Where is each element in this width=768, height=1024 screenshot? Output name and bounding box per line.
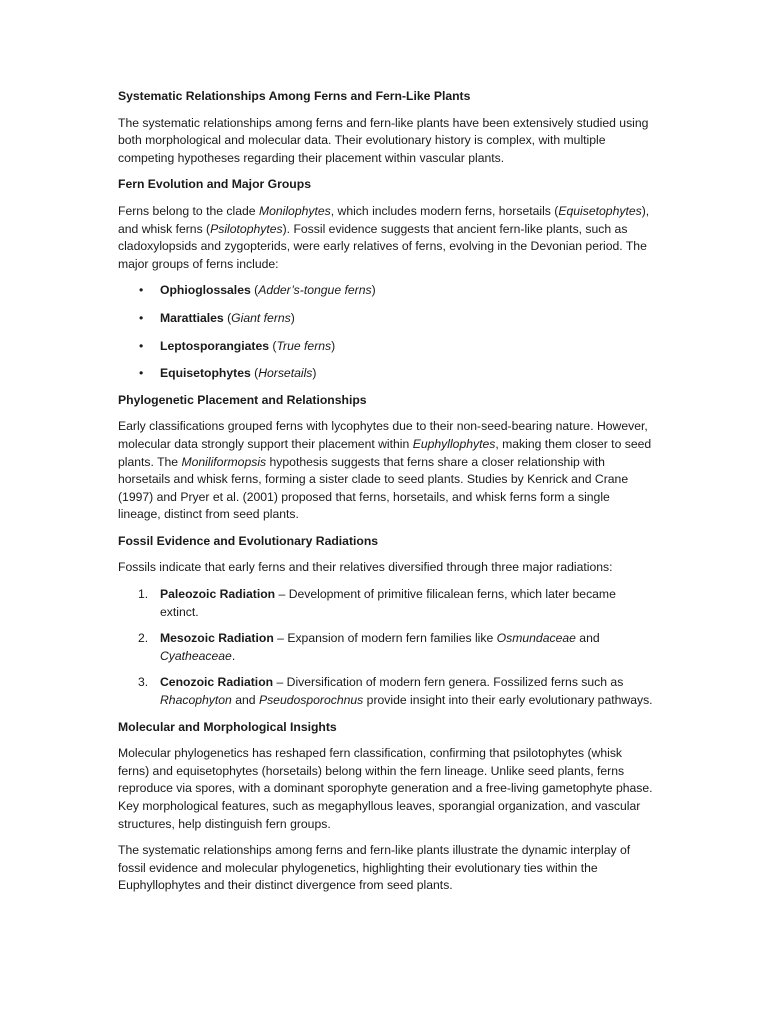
bullet-icon: • xyxy=(139,366,144,381)
fern-groups-list xyxy=(118,282,653,382)
fossil-intro-paragraph: Fossils indicate that early ferns and their relatives diversified through three major radiations: xyxy=(118,560,613,575)
list-number: 3. xyxy=(138,675,149,690)
intro-paragraph: The systematic relationships among ferns and fern-like plants have been extensively studied using both morphological and molecular data. Their evolutionary history is complex, with multiple competing hypotheses regarding their placement within vascular plants. xyxy=(118,115,649,165)
list-number: 1. xyxy=(138,587,149,602)
list-item: • Marattiales (Giant ferns) xyxy=(118,310,653,328)
heading-molecular-insights: Molecular and Morphological Insights xyxy=(118,719,337,734)
fern-evolution-paragraph: Ferns belong to the clade Monilophytes, which includes modern ferns, horsetails (Equisetophytes), and whisk ferns (Psilotophytes). Fossil evidence suggests that ancient fern-like plants, such as cladoxylopsids and zygopterids, were early relatives of ferns, evolving in the Devonian period. The major groups of ferns include: xyxy=(118,203,650,271)
list-number: 2. xyxy=(138,631,149,646)
molecular-paragraph: Molecular phylogenetics has reshaped fern classification, confirming that psilotophytes (whisk ferns) and equisetophytes (horsetails) belong within the fern lineage. Unlike seed plants, ferns reproduce via spores, with a dominant sporophyte generation and a free-living gametophyte phase. Key morphological features, such as megaphyllous leaves, sporangial organization, and vascular structures, help distinguish fern groups. xyxy=(118,746,653,831)
list-item: • Ophioglossales (Adder’s-tongue ferns) xyxy=(118,282,653,300)
heading-phylogenetic-placement: Phylogenetic Placement and Relationships xyxy=(118,392,367,407)
bullet-icon: • xyxy=(139,310,144,325)
conclusion-paragraph: The systematic relationships among ferns and fern-like plants illustrate the dynamic interplay of fossil evidence and molecular phylogenetics, highlighting their evolutionary ties within the Euphyllophytes and their distinct divergence from seed plants. xyxy=(118,843,631,893)
bullet-icon: • xyxy=(139,283,144,298)
list-item: • Equisetophytes (Horsetails) xyxy=(118,365,653,383)
list-item: 1. Paleozoic Radiation – Development of primitive filicalean ferns, which later became extinct. xyxy=(138,587,616,619)
document-title: Systematic Relationships Among Ferns and Fern-Like Plants xyxy=(118,89,471,103)
list-item: 3. Cenozoic Radiation – Diversification of modern fern genera. Fossilized ferns such as Rhacophyton and Pseudosporochnus provide insight into their early evolutionary pathways. xyxy=(138,675,653,708)
document-page xyxy=(118,88,653,895)
heading-fern-evolution: Fern Evolution and Major Groups xyxy=(118,177,311,192)
bullet-icon: • xyxy=(139,338,144,353)
radiations-list xyxy=(118,586,653,710)
phylogeny-paragraph: Early classifications grouped ferns with lycophytes due to their non-seed-bearing nature. However, molecular data strongly support their placement within Euphyllophytes, making them closer to seed plants. The Moniliformopsis hypothesis suggests that ferns share a closer relationship with horsetails and whisk ferns, forming a sister clade to seed plants. Studies by Kenrick and Crane (1997) and Pryer et al. (2001) proposed that ferns, horsetails, and whisk ferns form a single lineage, distinct from seed plants. xyxy=(118,419,652,522)
list-item: 2. Mesozoic Radiation – Expansion of modern fern families like Osmundaceae and Cyatheaceae. xyxy=(138,631,600,663)
heading-fossil-evidence: Fossil Evidence and Evolutionary Radiations xyxy=(118,533,379,548)
list-item: • Leptosporangiates (True ferns) xyxy=(118,338,653,356)
